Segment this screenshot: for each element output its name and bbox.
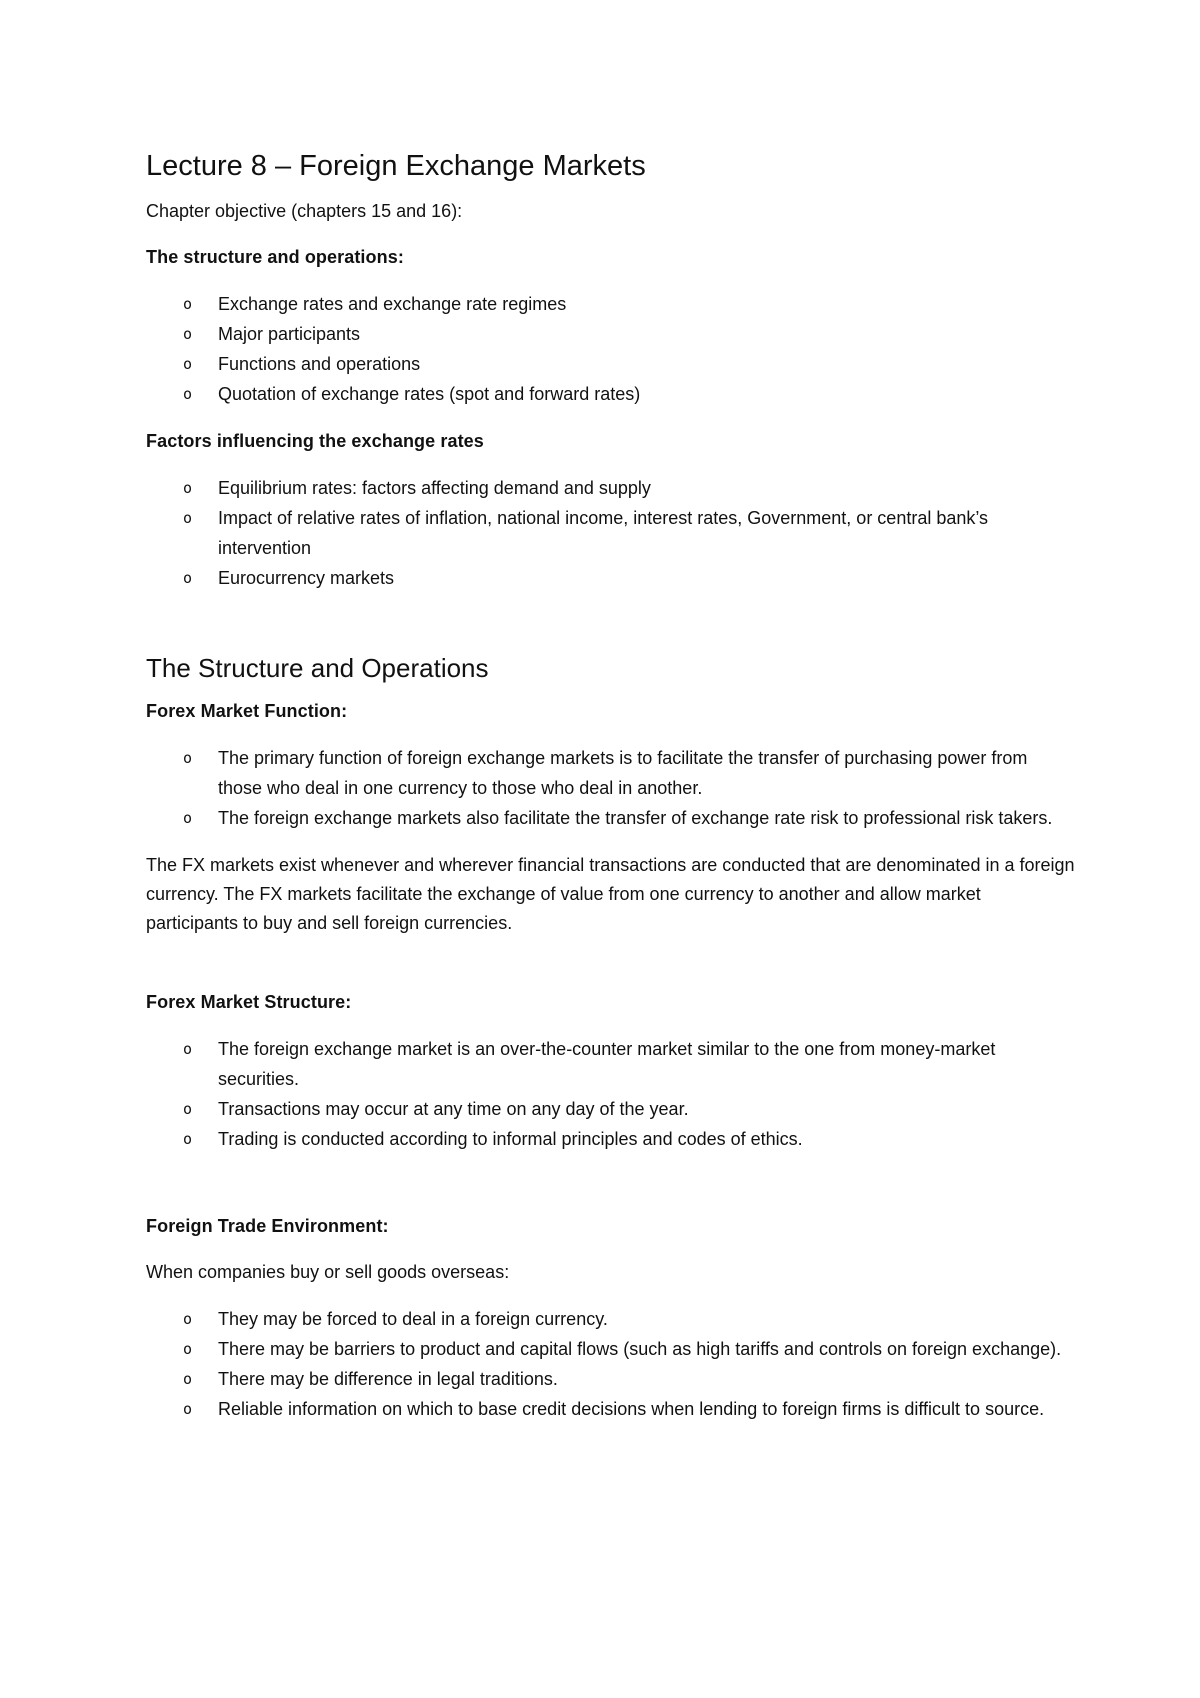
bullet-icon: o: [183, 809, 193, 827]
bullet-icon: o: [183, 479, 193, 497]
list-item: [146, 1394, 1076, 1424]
bullet-icon: o: [183, 1340, 193, 1358]
forex-function-paragraph: The FX markets exist whenever and wherever financial transactions are conducted that are denominated in a foreign currency. The FX markets facilitate the exchange of value from one currency to another and allow market participants to buy and sell foreign currencies.: [146, 855, 1075, 933]
list-item-text: The foreign exchange markets also facilitate the transfer of exchange rate risk to professional risk takers.: [218, 808, 1053, 828]
chapter-objective: Chapter objective (chapters 15 and 16):: [146, 201, 463, 221]
list-item-text: Exchange rates and exchange rate regimes: [218, 294, 567, 314]
list-factors: [146, 473, 1076, 593]
list-item: [146, 349, 1076, 379]
list-forex-structure: [146, 1034, 1076, 1154]
list-foreign-trade: [146, 1304, 1076, 1424]
list-item: [146, 319, 1076, 349]
list-item: [146, 379, 1076, 409]
section-heading-forex-structure: Forex Market Structure:: [146, 992, 352, 1012]
list-forex-function: [146, 743, 1076, 833]
bullet-icon: o: [183, 1400, 193, 1418]
list-item: [146, 1364, 1076, 1394]
list-item-text: Eurocurrency markets: [218, 568, 395, 588]
list-item: [146, 563, 1076, 593]
bullet-icon: o: [183, 1100, 193, 1118]
bullet-icon: o: [183, 1310, 193, 1328]
list-item: [146, 289, 1076, 319]
bullet-icon: o: [183, 325, 193, 343]
list-item-text: Reliable information on which to base credit decisions when lending to foreign firms is difficult to source.: [218, 1399, 1045, 1419]
document-content: [146, 148, 1076, 1442]
list-item-text: Equilibrium rates: factors affecting demand and supply: [218, 478, 651, 498]
list-item: [146, 1124, 1076, 1154]
list-item-text: The foreign exchange market is an over-the-counter market similar to the one from money-market securities.: [218, 1039, 996, 1089]
page-title: Lecture 8 – Foreign Exchange Markets: [146, 150, 646, 182]
list-item-text: Quotation of exchange rates (spot and forward rates): [218, 384, 641, 404]
list-structure-operations: [146, 289, 1076, 409]
section-title-structure: The Structure and Operations: [146, 653, 489, 683]
bullet-icon: o: [183, 569, 193, 587]
spacer: [146, 1172, 1076, 1212]
list-item-text: Transactions may occur at any time on any day of the year.: [218, 1099, 689, 1119]
foreign-trade-intro: When companies buy or sell goods overseas:: [146, 1262, 510, 1282]
list-item: [146, 1034, 1076, 1094]
list-item-text: Functions and operations: [218, 354, 421, 374]
bullet-icon: o: [183, 1040, 193, 1058]
section-heading-factors: Factors influencing the exchange rates: [146, 431, 484, 451]
bullet-icon: o: [183, 1130, 193, 1148]
list-item: [146, 803, 1076, 833]
list-item-text: They may be forced to deal in a foreign currency.: [218, 1309, 608, 1329]
list-item-text: Major participants: [218, 324, 361, 344]
list-item: [146, 473, 1076, 503]
list-item: [146, 1094, 1076, 1124]
section-heading-foreign-trade: Foreign Trade Environment:: [146, 1216, 389, 1236]
bullet-icon: o: [183, 509, 193, 527]
list-item-text: Impact of relative rates of inflation, national income, interest rates, Government, or central bank’s intervention: [218, 508, 989, 558]
bullet-icon: o: [183, 1370, 193, 1388]
section-heading-structure-operations: The structure and operations:: [146, 247, 404, 267]
spacer: [146, 611, 1076, 651]
list-item: [146, 743, 1076, 803]
bullet-icon: o: [183, 749, 193, 767]
list-item: [146, 1334, 1076, 1364]
list-item-text: The primary function of foreign exchange markets is to facilitate the transfer of purchasing power from those who deal in one currency to those who deal in another.: [218, 748, 1028, 798]
list-item-text: Trading is conducted according to informal principles and codes of ethics.: [218, 1129, 803, 1149]
list-item-text: There may be difference in legal traditions.: [218, 1369, 558, 1389]
spacer: [146, 938, 1076, 988]
bullet-icon: o: [183, 355, 193, 373]
section-heading-forex-function: Forex Market Function:: [146, 701, 348, 721]
list-item: [146, 1304, 1076, 1334]
bullet-icon: o: [183, 295, 193, 313]
bullet-icon: o: [183, 385, 193, 403]
list-item: [146, 503, 1076, 563]
list-item-text: There may be barriers to product and capital flows (such as high tariffs and controls on foreign exchange).: [218, 1339, 1062, 1359]
